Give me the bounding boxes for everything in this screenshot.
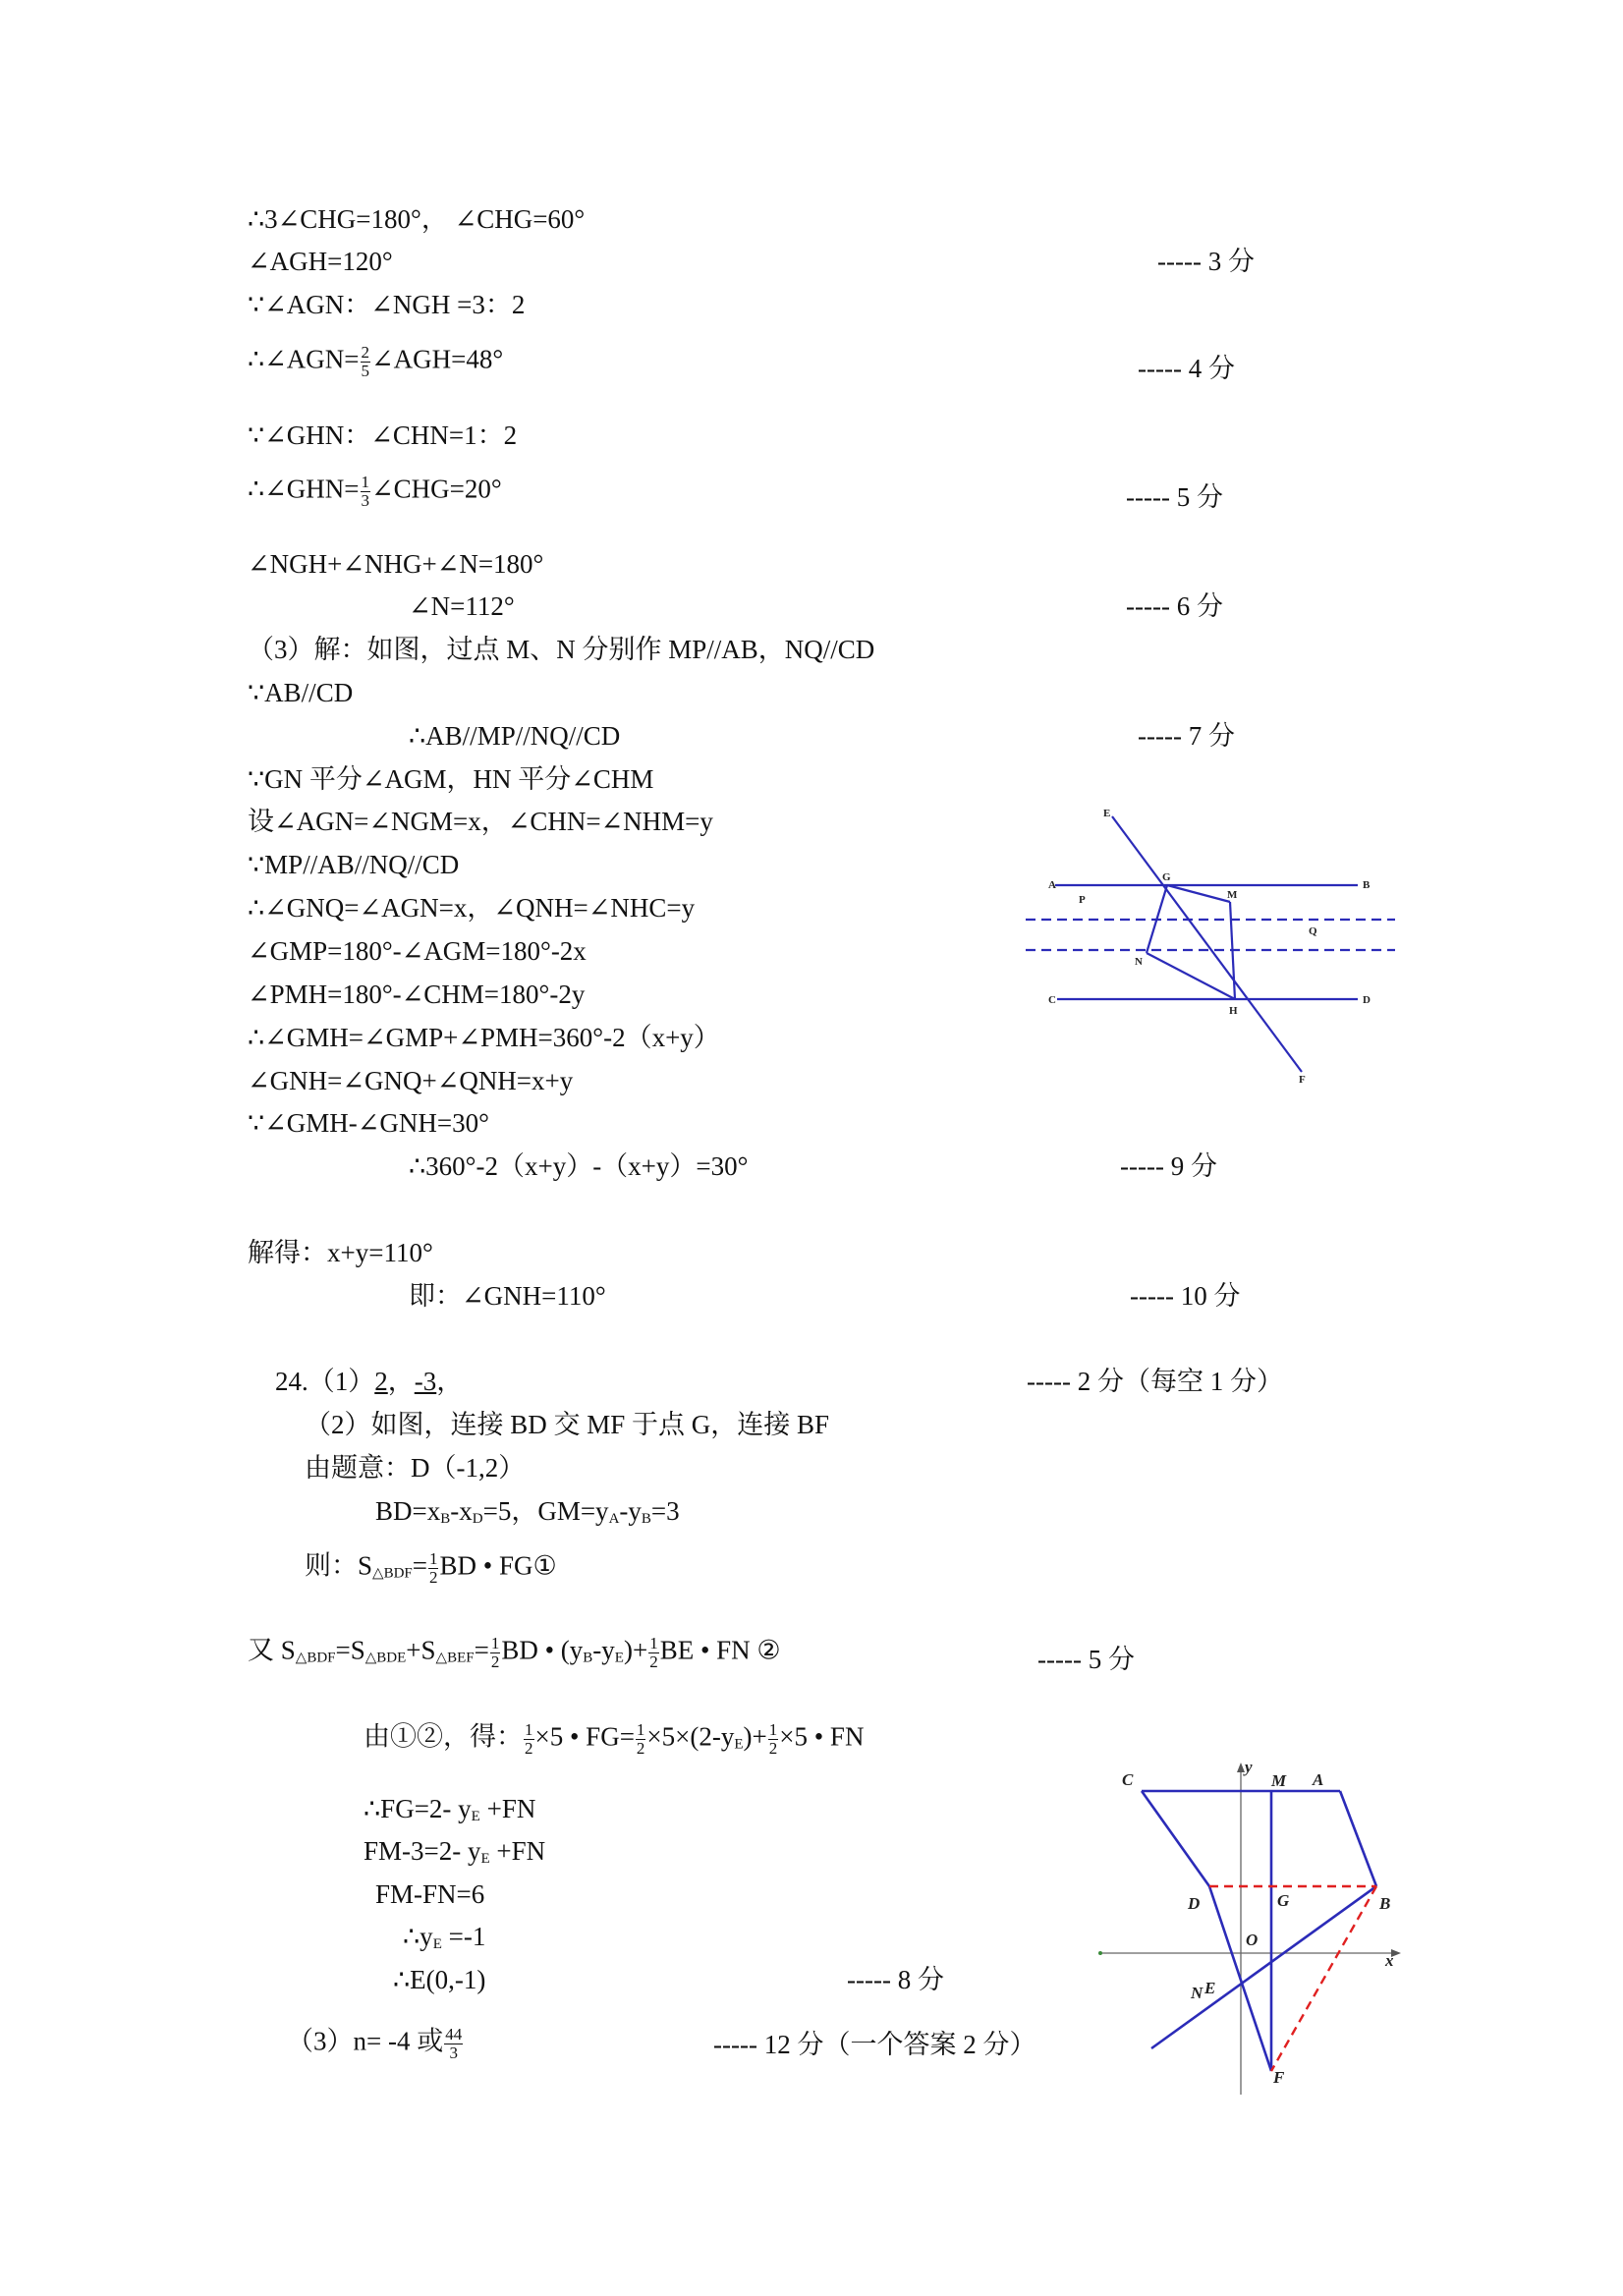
label-a: A: [1313, 1770, 1324, 1789]
x-axis-start-dot: [1098, 1951, 1102, 1955]
score-q24-5: ----- 5 分: [1037, 1645, 1135, 1674]
line-ef: [1112, 816, 1302, 1072]
score-10: ----- 10 分: [1130, 1281, 1241, 1311]
line-q24-fmfn: FM-FN=6: [375, 1879, 485, 1909]
figure-parallel-lines: [1012, 796, 1425, 1091]
label-b: B: [1363, 879, 1371, 891]
line-bisect: ∵GN 平分∠AGM，HN 平分∠CHM: [248, 764, 654, 794]
label-n: N: [1191, 1984, 1203, 2002]
score-q24-1: ----- 2 分（每空 1 分）: [1027, 1367, 1283, 1396]
dashed-bf: [1271, 1886, 1376, 2071]
line-part3-intro: （3）解：如图，过点 M、N 分别作 MP//AB，NQ//CD: [248, 635, 875, 664]
line-chg: ∴3∠CHG=180°， ∠CHG=60°: [248, 204, 586, 234]
line-angle-n: ∠N=112°: [409, 591, 515, 621]
line-q24-area2: 又 $S_{\triangle BDF}=S_{\triangle BDE}+S_{\triangle BEF}=$ $\frac{1}{2}$ BD • $(y_B-y_E)+$ $\frac{1}{2}$ BE • FN ②: [248, 1634, 781, 1671]
line-agn: ∴∠AGN= $\frac{2}{5}$ ∠AGH=48°: [248, 343, 504, 380]
line-ab-cd: ∵AB//CD: [248, 678, 354, 707]
line-parallel: ∴AB//MP//NQ//CD: [409, 721, 621, 751]
label-m: M: [1271, 1771, 1287, 1790]
line-gnh: ∠GNH=∠GNQ+∠QNH=x+y: [248, 1066, 574, 1095]
line-gnq: ∴∠GNQ=∠AGN=x，∠QNH=∠NHC=y: [248, 893, 696, 923]
score-9: ----- 9 分: [1120, 1151, 1217, 1181]
line-q24-combine: 由①②，得： $\frac{1}{2}$ ×5 • FG= $\frac{1}{2}$ $\times 5\times(2-y_E)+$ $\frac{1}{2}$ ×5 • FN: [364, 1720, 865, 1758]
label-h: H: [1229, 1005, 1238, 1017]
line-triangle-sum: ∠NGH+∠NHG+∠N=180°: [248, 549, 544, 579]
score-q24-8: ----- 8 分: [847, 1965, 944, 1994]
segment-nh: [1147, 953, 1235, 999]
line-pmh: ∠PMH=180°-∠CHM=180°-2y: [248, 980, 586, 1009]
line-solve: 解得：x+y=110°: [248, 1238, 433, 1267]
line-gmh: ∴∠GMH=∠GMP+∠PMH=360°-2（x+y）: [248, 1023, 720, 1052]
fraction: $\frac{2}{5}$: [361, 343, 370, 380]
line-q24-area1: 则：$S_{\triangle BDF}=$ $\frac{1}{2}$ BD • FG①: [305, 1549, 557, 1587]
line-q24-e: ∴E(0,-1): [393, 1965, 486, 1994]
label-e: E: [1103, 808, 1111, 819]
label-x: x: [1385, 1951, 1394, 1970]
line-ghn: ∴∠GHN= $\frac{1}{3}$ ∠CHG=20°: [248, 473, 502, 510]
segment-ab: [1340, 1791, 1376, 1886]
line-diff: ∵∠GMH-∠GNH=30°: [248, 1108, 489, 1138]
line-equation: ∴360°-2（x+y）-（x+y）=30°: [409, 1151, 749, 1181]
label-b: B: [1379, 1894, 1391, 1913]
score-3: ----- 3 分: [1157, 247, 1255, 276]
label-d: D: [1363, 994, 1371, 1006]
line-bn: [1151, 1886, 1376, 2048]
label-a: A: [1048, 879, 1056, 891]
line-gmp: ∠GMP=180°-∠AGM=180°-2x: [248, 936, 587, 966]
line-q24-1: 24.（1）2，-3，: [275, 1367, 464, 1396]
label-p: P: [1079, 894, 1086, 906]
figure-coordinate: [1091, 1749, 1415, 2102]
line-answer: 即：∠GNH=110°: [409, 1281, 606, 1311]
line-q24-bd: $BD=x_B-x_D=5$，$GM=y_A-y_B=3$: [375, 1496, 680, 1527]
line-mp: ∵MP//AB//NQ//CD: [248, 850, 460, 879]
segment-gm: [1167, 885, 1230, 902]
label-o: O: [1246, 1931, 1259, 1949]
line-ratio-ghn: ∵∠GHN：∠CHN=1：2: [248, 420, 518, 450]
line-q24-2: （2）如图，连接 BD 交 MF 于点 G，连接 BF: [305, 1410, 830, 1439]
y-axis-arrow: [1237, 1763, 1245, 1772]
fraction: $\frac{1}{3}$: [361, 473, 370, 510]
segment-cd: [1142, 1791, 1209, 1886]
label-n: N: [1135, 956, 1143, 968]
score-6: ----- 6 分: [1126, 591, 1223, 621]
line-q24-3: （3）n= -4 或 $\frac{44}{3}$: [287, 2025, 463, 2062]
score-4: ----- 4 分: [1138, 354, 1235, 383]
score-7: ----- 7 分: [1138, 721, 1235, 751]
label-m: M: [1227, 889, 1238, 901]
label-q: Q: [1309, 925, 1317, 937]
label-d: D: [1188, 1894, 1201, 1913]
label-f: F: [1299, 1074, 1306, 1086]
line-agh: ∠AGH=120°: [248, 247, 393, 276]
label-c: C: [1122, 1770, 1134, 1789]
line-q24-d: 由题意：D（-1,2）: [305, 1453, 526, 1483]
label-g: G: [1162, 871, 1171, 883]
line-q24-fg: ∴FG=2- $y_E +FN$: [364, 1794, 536, 1824]
line-let: 设∠AGN=∠NGM=x，∠CHN=∠NHM=y: [248, 807, 713, 836]
score-5a: ----- 5 分: [1126, 482, 1223, 512]
label-y: y: [1245, 1758, 1253, 1776]
label-c: C: [1048, 994, 1056, 1006]
label-g: G: [1277, 1891, 1290, 1910]
line-q24-ye: $\therefore y_E =-1$: [403, 1922, 486, 1952]
line-q24-fm: FM-3=2- $y_E +FN$: [364, 1836, 546, 1867]
label-e: E: [1204, 1979, 1216, 1997]
score-q24-12: ----- 12 分（一个答案 2 分）: [713, 2030, 1036, 2059]
label-f: F: [1273, 2068, 1285, 2087]
line-ratio-agn: ∵∠AGN：∠NGH =3：2: [248, 290, 526, 319]
